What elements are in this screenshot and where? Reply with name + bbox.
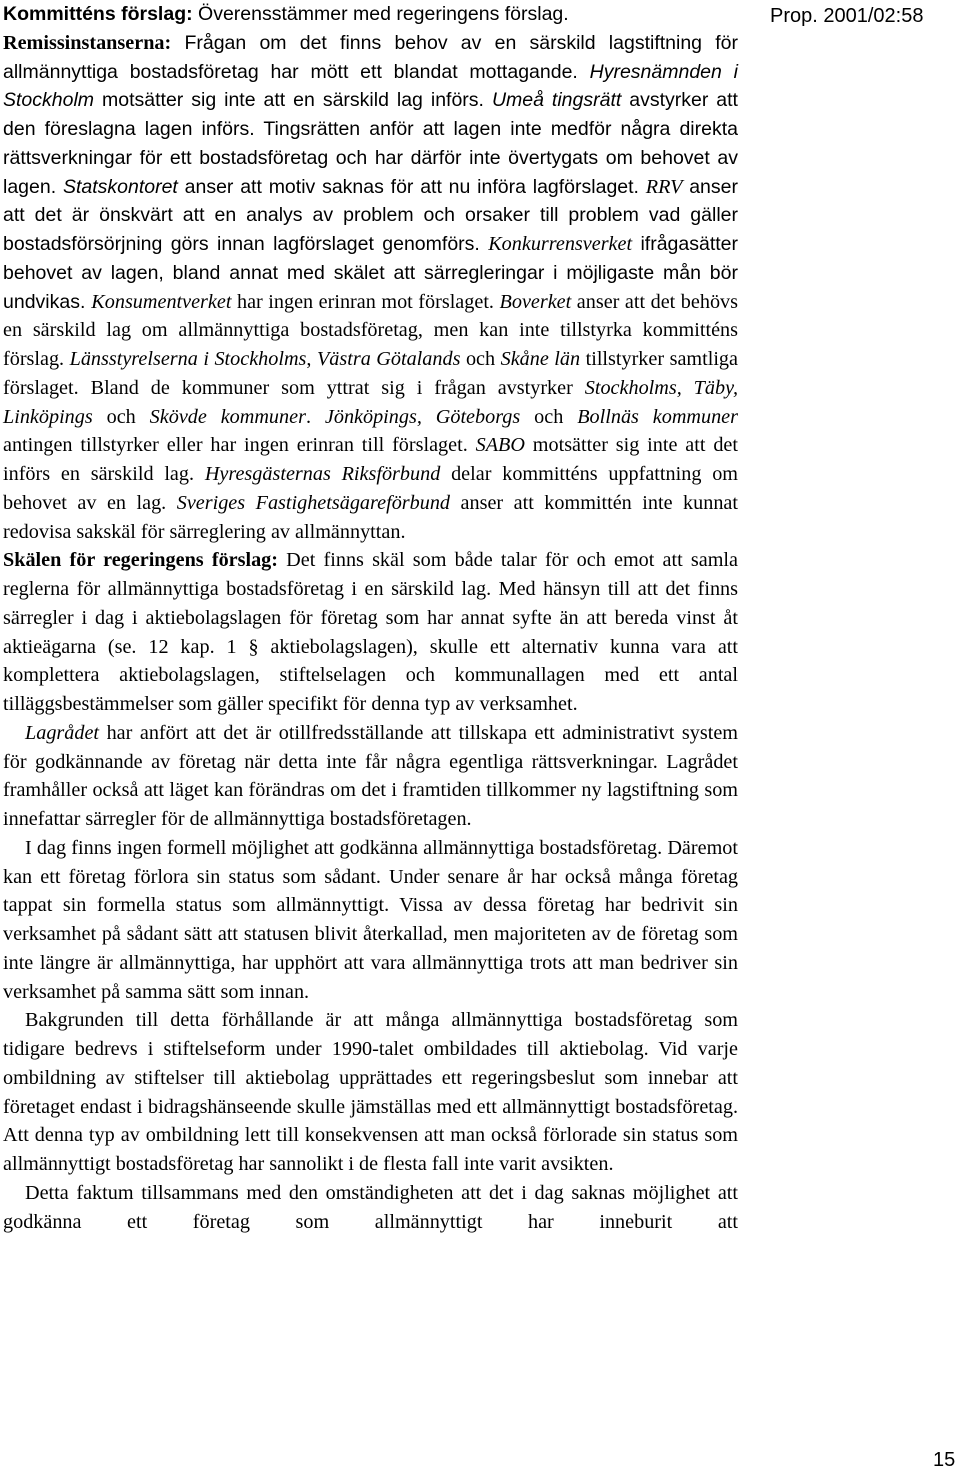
committee-proposal-paragraph (3, 0, 738, 29)
background-paragraph: Bakgrunden till detta förhållande är att många allmännyttiga bostadsföretag som tidigare bedrevs i stiftelseform under 1990-talet ombildades till aktiebolag. Vid varje ombildning av stiftelser till aktiebolag upprättades ett regeringsbeslut som innebar att företaget endast i bidragshänseende skulle jämställas med ett allmännyttigt bostadsföretag. Att denna typ av ombildning lett till konsekvensen att man också förlorade sin status som allmännyttigt bostadsföretag har sannolikt i de flesta fall inte varit avsikten. (3, 1009, 738, 1175)
referral-body-name: Umeå tingsrätt (491, 89, 622, 112)
referral-body-name: Jönköpings, Göteborgs (324, 405, 521, 428)
referral-text-segment: anser att det är önskvärt att en analys av problem och orsaker till problem vad gäller bostadsförsörjning görs innan lagförslaget genomförs. (3, 175, 738, 255)
referral-body-name: Hyresnämnden i Stockholm (3, 60, 738, 112)
government-reasons-label: Skälen för regeringens förslag: (3, 549, 278, 572)
referral-text-segment: . (305, 405, 325, 428)
government-reasons-paragraph (3, 546, 738, 719)
referral-text-segment: motsätter sig inte att det införs en särskild lag. (3, 434, 738, 485)
proposition-reference: Prop. 2001/02:58 (770, 5, 924, 27)
referral-text-segment: ifrågasätter behovet av lagen, bland annat med skälet att särregleringar i möjligaste mån bör undvikas. (3, 233, 739, 313)
referral-body-name: Länsstyrelserna i Stockholms (69, 348, 307, 370)
referral-text-segment: , (306, 348, 317, 370)
council-on-legislation-paragraph (3, 719, 738, 834)
referral-text-segment: tillstyrker samtliga förslaget. Bland de kommuner som yttrat sig i frågan avstyrker (3, 348, 738, 399)
referral-text-segment: anser att det behövs en särskild lag om allmännyttiga bostadsföretag, men kan inte tillstyrka kommitténs förslag. (3, 290, 738, 370)
council-on-legislation-text: har anfört att det är otillfredsställande att tillskapa ett administrativt system för godkännande av företag när detta inte får några egentliga rättsverkningar. Lagrådet framhåller också att läget kan förändras om det i framtiden tillkommer ny lagstiftning som innefattar särregler för de allmännyttiga bostadsföretagen. (3, 721, 738, 830)
referral-body-name: Sveriges Fastighetsägareförbund (176, 491, 451, 514)
referral-body-name: Bollnäs kommuner (577, 405, 738, 428)
referral-body-name: Stockholms, Täby, Linköpings (3, 376, 738, 428)
referral-text-segment: och (460, 348, 501, 370)
referral-body-name: Skåne län (500, 348, 581, 370)
referral-body-name: Hyresgästernas Riksförbund (204, 463, 441, 485)
government-reasons-text: Det finns skäl som både talar för och emot att samla reglerna för allmännyttiga bostadsföretag i en särskild lag. Med hänsyn till att det finns särregler i dag i aktiebolagslagen för företag som har annat syfte än att bereda vinst åt aktieägarna (se. 12 kap. 1 § aktiebolagslagen), skulle ett alternativ kunna vara att komplettera aktiebolagslagen, stiftelselagen och kommunallagen med ett antal tilläggsbestämmelser som gäller specifikt för denna typ av verksamhet. (3, 549, 738, 715)
referral-text-segment: delar kommitténs uppfattning om behovet av en lag. (3, 463, 738, 514)
referral-text-segment: avstyrker att den föreslagna lagen införs. Tingsrätten anför att lagen inte medför några direkta rättsverkningar för ett bostadsföretag och har därför inte övertygats om behovet av lagen. (3, 89, 738, 198)
referral-text-segment: har ingen erinran mot förslaget. (231, 290, 500, 313)
committee-proposal-text: Överensstämmer med regeringens förslag. (192, 3, 569, 25)
referral-body-name: Statskontoret (62, 175, 178, 198)
approval-status-paragraph: I dag finns ingen formell möjlighet att godkänna allmännyttiga bostadsföretag. Däremot kan ett företag förlora sin status som sådant. Under senare år har också många företag tappat sin formella status som allmännyttigt. Vissa av dessa företag har bedrivit sin verksamhet på sådant sätt att statusen blivit återkallad, men majoriteten av de företag som inte längre är allmännyttiga, har upphört att vara allmännyttiga trots att man bedriver sin verksamhet på samma sätt som innan. (3, 836, 738, 1003)
referral-body-name: Konkurrensverket (488, 233, 633, 255)
referral-bodies-paragraph (3, 29, 738, 547)
referral-text-segment: motsätter sig inte att en särskild lag införs. (94, 89, 492, 112)
referral-text-segment: anser att kommittén inte kunnat redovisa sakskäl för särreglering av allmännyttan. (3, 491, 738, 543)
referral-text-segment: anser att motiv saknas för att nu införa lagförslaget. (177, 175, 646, 198)
referral-body-name: Konsumentverket (91, 290, 232, 313)
referral-text-segment: och (520, 405, 578, 428)
referral-body-name: RRV (645, 175, 683, 198)
referral-text-segment: och (92, 405, 150, 428)
referral-text-segment: antingen tillstyrker eller har ingen erinran till förslaget. (3, 434, 476, 457)
body-text-column (3, 0, 738, 1236)
council-on-legislation-name: Lagrådet (25, 721, 100, 744)
committee-proposal-label: Kommitténs förslag: (3, 3, 193, 25)
referral-bodies-label: Remissinstanserna: (3, 31, 172, 54)
referral-body-name: SABO (475, 434, 525, 457)
referral-text-segment: Frågan om det finns behov av en särskild lagstiftning för allmännyttiga bostadsföretag har mött ett blandat mottagande. (3, 31, 738, 83)
referral-body-name: Boverket (499, 290, 572, 313)
referral-body-name: Västra Götalands (316, 348, 461, 370)
conclusion-paragraph: Detta faktum tillsammans med den omständigheten att det i dag saknas möjlighet att godkänna ett företag som allmännyttigt har inneburit att (3, 1181, 738, 1233)
referral-body-name: Skövde kommuner (149, 405, 306, 428)
page-number: 15 (933, 1449, 956, 1471)
